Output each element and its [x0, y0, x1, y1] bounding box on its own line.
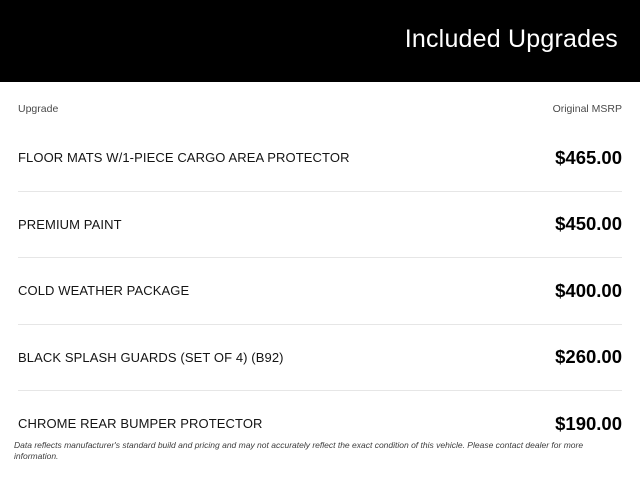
upgrade-price: $260.00	[555, 346, 622, 368]
upgrade-name: CHROME REAR BUMPER PROTECTOR	[18, 416, 263, 432]
upgrade-price: $400.00	[555, 279, 622, 301]
upgrade-price: $450.00	[555, 213, 622, 235]
upgrades-table	[18, 125, 622, 457]
table-row	[18, 325, 622, 392]
page-header	[0, 0, 640, 82]
upgrade-name: PREMIUM PAINT	[18, 216, 122, 232]
upgrade-price: $190.00	[555, 412, 622, 434]
table-row	[18, 125, 622, 192]
table-row	[18, 192, 622, 259]
upgrade-name: COLD WEATHER PACKAGE	[18, 283, 190, 299]
table-row	[18, 258, 622, 325]
disclaimer-text: Data reflects manufacturer's standard build and pricing and may not accurately reflect the exact condition of this vehicle. Please contact dealer for more information.	[14, 440, 584, 462]
upgrade-price: $465.00	[555, 146, 622, 168]
upgrade-name: BLACK SPLASH GUARDS (SET OF 4) (B92)	[18, 349, 284, 365]
upgrades-content	[0, 82, 640, 457]
column-header-original-msrp: Original MSRP	[552, 103, 622, 115]
column-header-upgrade: Upgrade	[18, 103, 59, 115]
table-column-headers	[18, 82, 622, 119]
page-title: Included Upgrades	[404, 24, 618, 53]
upgrade-name: FLOOR MATS W/1-PIECE CARGO AREA PROTECTOR	[18, 150, 350, 166]
